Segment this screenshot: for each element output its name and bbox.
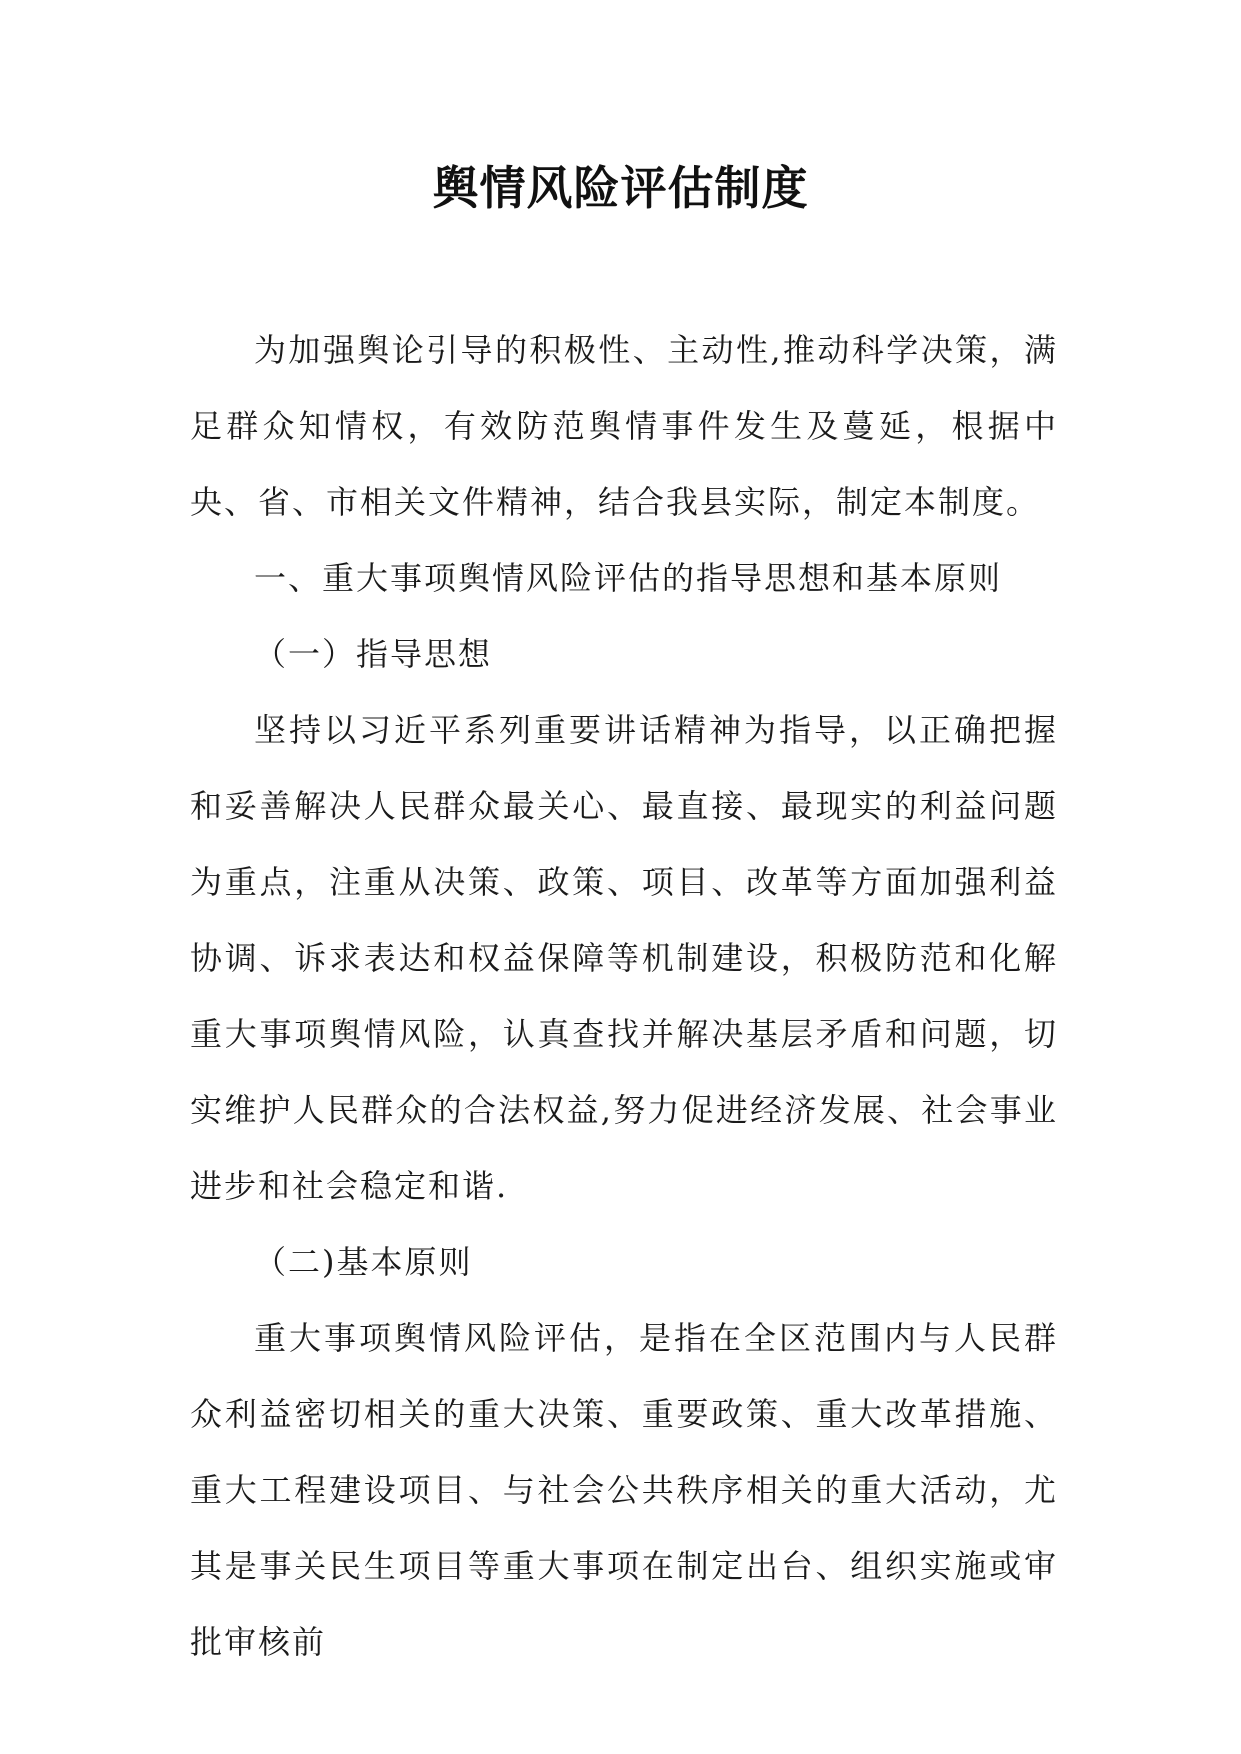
document-title: 舆情风险评估制度 xyxy=(432,161,809,215)
subsection-heading-guiding-ideology: （一）指导思想 xyxy=(254,635,493,673)
basic-principles-paragraph: 重大事项舆情风险评估，是指在全区范围内与人民群众利益密切相关的重大决策、重要政策、重大改革措施、重大工程建设项目、与社会公共秩序相关的重大活动，尤其是事关民生项目等重大事项在制定出台、组织实施或审批审核前 xyxy=(190,1319,1058,1661)
document-body xyxy=(190,312,1058,1680)
subsection-heading-basic-principles: （二)基本原则 xyxy=(254,1243,473,1281)
intro-paragraph: 为加强舆论引导的积极性、主动性,推动科学决策，满足群众知情权，有效防范舆情事件发生及蔓延，根据中央、省、市相关文件精神，结合我县实际，制定本制度。 xyxy=(190,331,1058,521)
guiding-ideology-paragraph: 坚持以习近平系列重要讲话精神为指导，以正确把握和妥善解决人民群众最关心、最直接、最现实的利益问题为重点，注重从决策、政策、项目、改革等方面加强利益协调、诉求表达和权益保障等机制建设，积极防范和化解重大事项舆情风险，认真查找并解决基层矛盾和问题，切实维护人民群众的合法权益,努力促进经济发展、社会事业进步和社会稳定和谐. xyxy=(190,711,1058,1205)
section-heading-1: 一、重大事项舆情风险评估的指导思想和基本原则 xyxy=(254,559,1003,597)
